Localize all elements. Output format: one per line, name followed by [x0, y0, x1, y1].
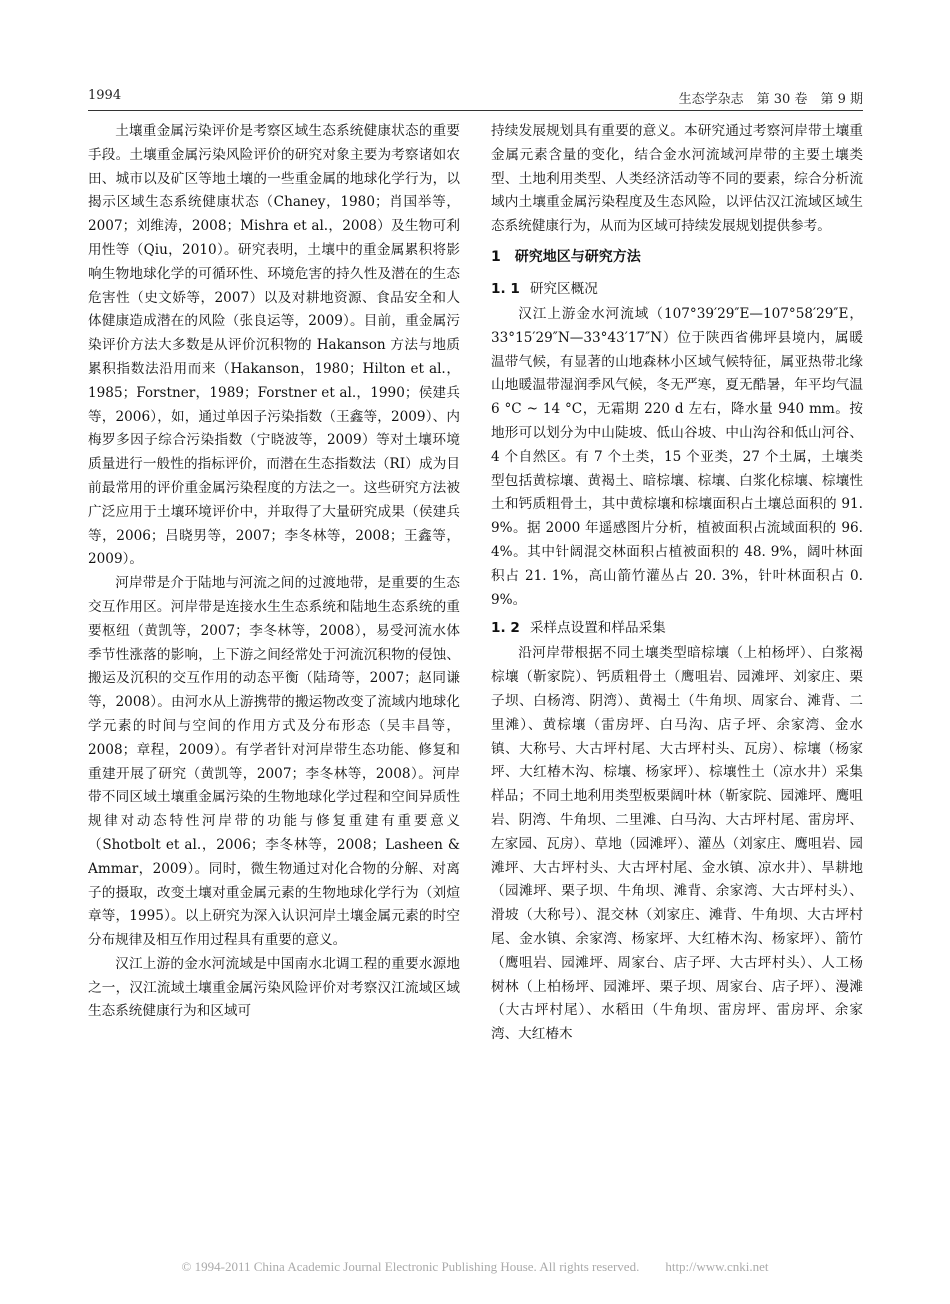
paragraph-intro-3: 汉江上游的金水河流域是中国南水北调工程的重要水源地之一，汉江流域土壤重金属污染风险评价对考察汉江流域区域生态系统健康行为和区域可	[88, 955, 460, 1020]
paragraph-intro-2: 河岸带是介于陆地与河流之间的过渡地带，是重要的生态交互作用区。河岸带是连接水生生态系统和陆地生态系统的重要枢纽（黄凯等，2007；李冬林等，2008），易受河流水体季节性涨落的影响，上下游之间经常处于河流沉积物的侵蚀、搬运及沉积的交互作用的动态平衡（陆琦等，2007；赵同谦等，2008）。由河水从上游携带的搬运物改变了流域内地球化学元素的时间与空间的作用方式及分布形态（吴丰昌等，2008；章程，2009）。有学者针对河岸带生态功能、修复和重建开展了研究（黄凯等，2007；李冬林等，2008）。河岸带不同区域土壤重金属污染的生物地球化学过程和空间异质性规律对动态特性河岸带的功能与修复重建有重要意义（Shotbolt et al.，2006；李冬林等，2008；Lasheen & Ammar，2009）。同时，微生物通过对化合物的分解、对离子的摄取，改变土壤对重金属元素的生物地球化学行为（刘煊章等，1995）。以上研究为深入认识河岸土壤金属元素的时空分布规律及相互作用过程具有重要的意义。	[88, 575, 460, 949]
subsection-title: 研究区概况	[529, 280, 598, 297]
page-number: 1994	[88, 88, 122, 103]
subsection-number: 1. 2	[491, 620, 520, 637]
paragraph-study-area: 汉江上游金水河流域（107°39′29″E—107°58′29″E，33°15′29″N—33°43′17″N）位于陕西省佛坪县境内，属暖温带气候，有显著的山地森林小区域气候特征，属亚热带北缘山地暖温带湿润季风气候，冬无严寒，夏无酷暑，年平均气温 6 °C ~ 14 °C，无霜期 220 d 左右，降水量 940 mm。按地形可以划分为中山陡坡、低山谷坡、中山沟谷和低山河谷、4 个自然区。有 7 个土类，15 个亚类，27 个土属，土壤类型包括黄棕壤、黄褐土、暗棕壤、棕壤、白浆化棕壤、棕壤性土和钙质粗骨土，其中黄棕壤和棕壤面积占土壤总面积的 91. 9%。据 2000 年遥感图片分析，植被面积占流域面积的 96. 4%。其中针阔混交林面积占植被面积的 48. 9%，阔叶林面积占 21. 1%，高山箭竹灌丛占 20. 3%，针叶林面积占 0. 9%。	[491, 305, 863, 608]
subsection-heading-1-2	[491, 616, 863, 640]
journal-running-title: 生态学杂志 第 30 卷 第 9 期	[678, 92, 863, 107]
paragraph-intro-continued: 持续发展规划具有重要的意义。本研究通过考察河岸带土壤重金属元素含量的变化，结合金水河流域河岸带的主要土壤类型、土地利用类型、人类经济活动等不同的要素，综合分析流域内土壤重金属污染程度及生态风险，以评估汉江流域区域生态系统健康行为，从而为区域可持续发展规划提供参考。	[491, 123, 863, 235]
copyright-footer: © 1994-2011 China Academic Journal Electronic Publishing House. All rights reserved. http://www.cnki.net	[181, 1259, 769, 1274]
page-header	[88, 86, 863, 112]
paragraph-intro-1: 土壤重金属污染评价是考察区域生态系统健康状态的重要手段。土壤重金属污染风险评价的研究对象主要为考察诸如农田、城市以及矿区等地土壤的一些重金属的地球化学行为，以揭示区域生态系统健康状态（Chaney，1980；肖国举等，2007；刘维涛，2008；Mishra et al.，2008）及生物可利用性等（Qiu，2010）。研究表明，土壤中的重金属累积将影响生物地球化学的可循环性、环境危害的持久性及潜在的生态危害性（史文娇等，2007）以及对耕地资源、食品安全和人体健康造成潜在的风险（张良运等，2009）。目前，重金属污染评价方法大多数是从评价沉积物的 Hakanson 方法与地质累积指数法沿用而来（Hakanson，1980；Hilton et al.，1985；Forstner，1989；Forstner et al.，1990；侯建兵等，2006），如，通过单因子污染指数（王鑫等，2009）、内梅罗多因子综合污染指数（宁晓波等，2009）等对土壤环境质量进行一般性的指标评价，而潜在生态指数法（RI）成为目前最常用的评价重金属污染程度的方法之一。这些研究方法被广泛应用于土壤环境评价中，并取得了大量研究成果（侯建兵等，2006；吕晓男等，2007；李冬林等，2008；王鑫等，2009）。	[88, 123, 460, 568]
left-column	[88, 120, 460, 1024]
header-rule	[88, 110, 863, 111]
subsection-number: 1. 1	[491, 280, 520, 297]
subsection-title: 采样点设置和样品采集	[529, 620, 666, 637]
right-column	[491, 120, 863, 1047]
subsection-heading-1-1	[491, 277, 863, 301]
section-heading-1: 1 研究地区与研究方法	[491, 248, 641, 265]
paragraph-sampling: 沿河岸带根据不同土壤类型暗棕壤（上柏杨坪）、白浆褐棕壤（靳家院）、钙质粗骨土（鹰咀岩、园滩坪、刘家庄、栗子坝、白杨湾、阴湾）、黄褐土（牛角坝、周家台、滩背、二里滩）、黄棕壤（雷房坪、白马沟、店子坪、余家湾、金水镇、大称号、大古坪村尾、大古坪村头、瓦房）、棕壤（杨家坪、大红椿木沟、棕壤、杨家坪）、棕壤性土（凉水井）采集样品；不同土地利用类型板栗阔叶林（靳家院、园滩坪、鹰咀岩、阴湾、牛角坝、二里滩、白马沟、大古坪村尾、雷房坪、左家园、瓦房）、草地（园滩坪）、灌丛（刘家庄、鹰咀岩、园滩坪、大古坪村头、大古坪村尾、金水镇、凉水井）、旱耕地（园滩坪、栗子坝、牛角坝、滩背、余家湾、大古坪村头）、滑坡（大称号）、混交林（刘家庄、滩背、牛角坝、大古坪村尾、金水镇、余家湾、杨家坪、大红椿木沟、杨家坪）、箭竹（鹰咀岩、园滩坪、周家台、店子坪、大古坪村头）、人工杨树林（上柏杨坪、园滩坪、栗子坝、周家台、店子坪）、漫滩（大古坪村尾）、水稻田（牛角坝、雷房坪、雷房坪、余家湾、大红椿木	[491, 645, 863, 1043]
